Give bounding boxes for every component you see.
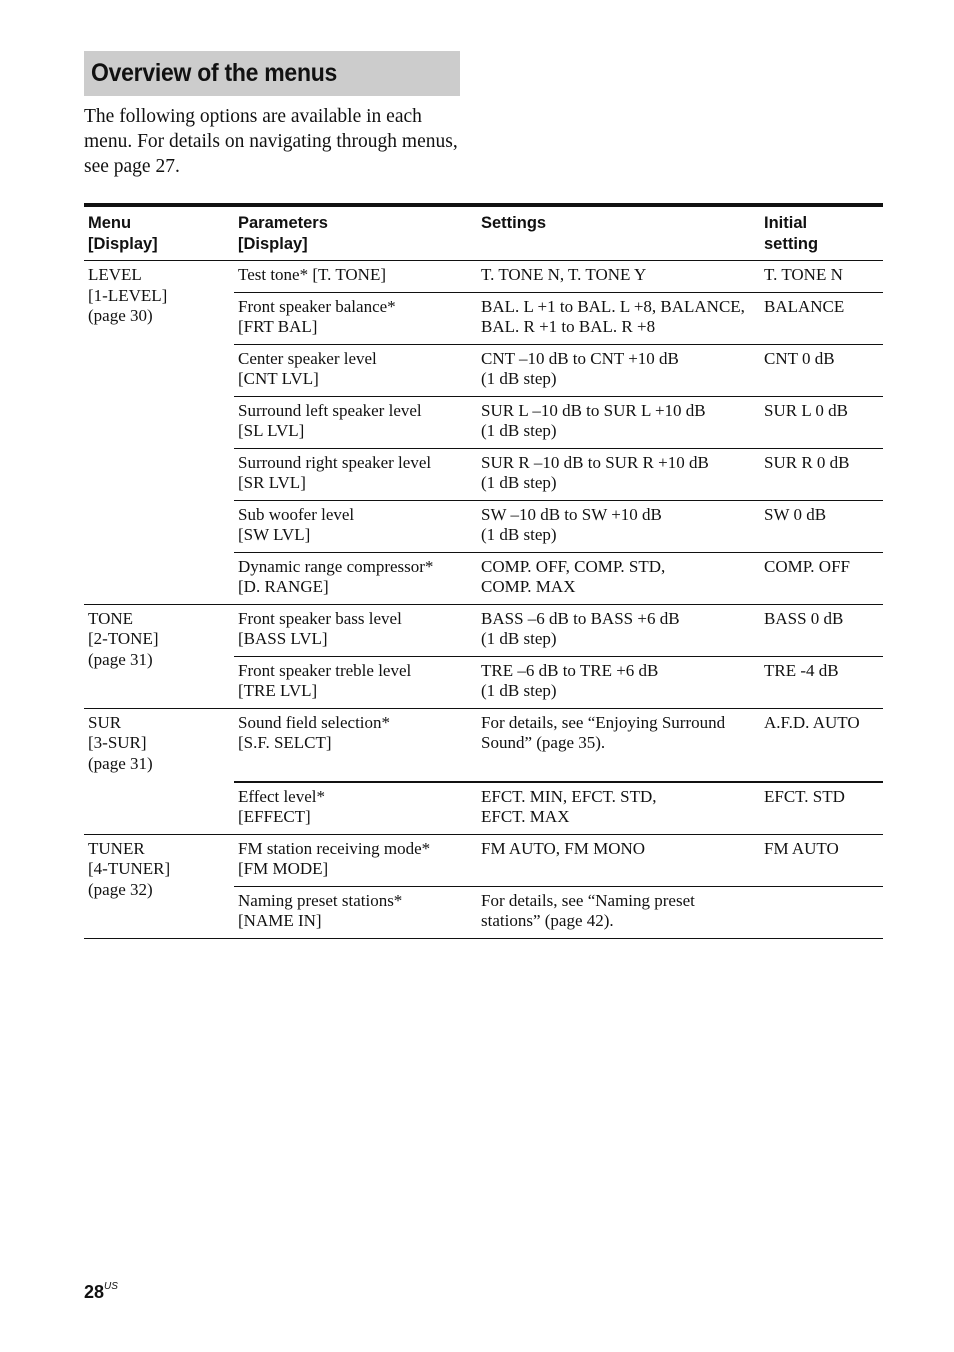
- header-menu: Menu [Display]: [84, 205, 234, 261]
- parameter-cell: Front speaker bass level [BASS LVL]: [234, 604, 477, 656]
- parameter-cell: FM station receiving mode* [FM MODE]: [234, 834, 477, 886]
- settings-cell: COMP. OFF, COMP. STD, COMP. MAX: [477, 552, 760, 604]
- initial-setting-cell: T. TONE N: [760, 261, 883, 293]
- settings-cell: SW –10 dB to SW +10 dB (1 dB step): [477, 500, 760, 552]
- settings-cell: BAL. L +1 to BAL. L +8, BALANCE, BAL. R +1 to BAL. R +8: [477, 292, 760, 344]
- menu-sur: SUR [3-SUR] (page 31): [84, 708, 234, 834]
- initial-setting-cell: TRE -4 dB: [760, 656, 883, 708]
- settings-cell: SUR R –10 dB to SUR R +10 dB (1 dB step): [477, 448, 760, 500]
- initial-setting-cell: [760, 886, 883, 938]
- table-row: [84, 261, 883, 293]
- parameter-cell: Naming preset stations* [NAME IN]: [234, 886, 477, 938]
- header-initial-setting: Initial setting: [760, 205, 883, 261]
- settings-cell: T. TONE N, T. TONE Y: [477, 261, 760, 293]
- initial-setting-cell: SW 0 dB: [760, 500, 883, 552]
- section-title-bar: [84, 51, 460, 96]
- initial-setting-cell: FM AUTO: [760, 834, 883, 886]
- settings-cell: CNT –10 dB to CNT +10 dB (1 dB step): [477, 344, 760, 396]
- initial-setting-cell: SUR R 0 dB: [760, 448, 883, 500]
- page-number-suffix: US: [104, 1281, 118, 1292]
- parameter-cell: Effect level* [EFFECT]: [234, 782, 477, 835]
- initial-setting-cell: COMP. OFF: [760, 552, 883, 604]
- parameter-cell: Center speaker level [CNT LVL]: [234, 344, 477, 396]
- parameter-cell: Front speaker treble level [TRE LVL]: [234, 656, 477, 708]
- page-number-value: 28: [84, 1282, 105, 1302]
- table-row: [84, 708, 883, 782]
- settings-cell: EFCT. MIN, EFCT. STD, EFCT. MAX: [477, 782, 760, 835]
- menu-tuner: TUNER [4-TUNER] (page 32): [84, 834, 234, 938]
- parameter-cell: Test tone* [T. TONE]: [234, 261, 477, 293]
- page-number: [84, 1282, 118, 1303]
- header-settings: Settings: [477, 205, 760, 261]
- settings-cell: BASS –6 dB to BASS +6 dB (1 dB step): [477, 604, 760, 656]
- header-parameters: Parameters [Display]: [234, 205, 477, 261]
- initial-setting-cell: SUR L 0 dB: [760, 396, 883, 448]
- parameter-cell: Surround left speaker level [SL LVL]: [234, 396, 477, 448]
- initial-setting-cell: A.F.D. AUTO: [760, 708, 883, 782]
- menu-overview-table: [84, 203, 883, 939]
- settings-cell: FM AUTO, FM MONO: [477, 834, 760, 886]
- intro-paragraph: The following options are available in each menu. For details on navigating through menus, see page 27.: [84, 106, 458, 177]
- parameter-cell: Front speaker balance* [FRT BAL]: [234, 292, 477, 344]
- parameter-cell: Sub woofer level [SW LVL]: [234, 500, 477, 552]
- settings-cell: For details, see “Naming preset stations” (page 42).: [477, 886, 760, 938]
- initial-setting-cell: BALANCE: [760, 292, 883, 344]
- initial-setting-cell: BASS 0 dB: [760, 604, 883, 656]
- parameter-cell: Dynamic range compressor* [D. RANGE]: [234, 552, 477, 604]
- table-header-row: [84, 205, 883, 261]
- parameter-cell: Surround right speaker level [SR LVL]: [234, 448, 477, 500]
- settings-cell: TRE –6 dB to TRE +6 dB (1 dB step): [477, 656, 760, 708]
- page-title: Overview of the menus: [91, 59, 338, 87]
- initial-setting-cell: CNT 0 dB: [760, 344, 883, 396]
- initial-setting-cell: EFCT. STD: [760, 782, 883, 835]
- menu-tone: TONE [2-TONE] (page 31): [84, 604, 234, 708]
- table-row: [84, 834, 883, 886]
- table-row: [84, 604, 883, 656]
- settings-cell: SUR L –10 dB to SUR L +10 dB (1 dB step): [477, 396, 760, 448]
- menu-level: LEVEL [1-LEVEL] (page 30): [84, 261, 234, 605]
- parameter-cell: Sound field selection* [S.F. SELCT]: [234, 708, 477, 782]
- settings-cell: For details, see “Enjoying Surround Sound” (page 35).: [477, 708, 760, 782]
